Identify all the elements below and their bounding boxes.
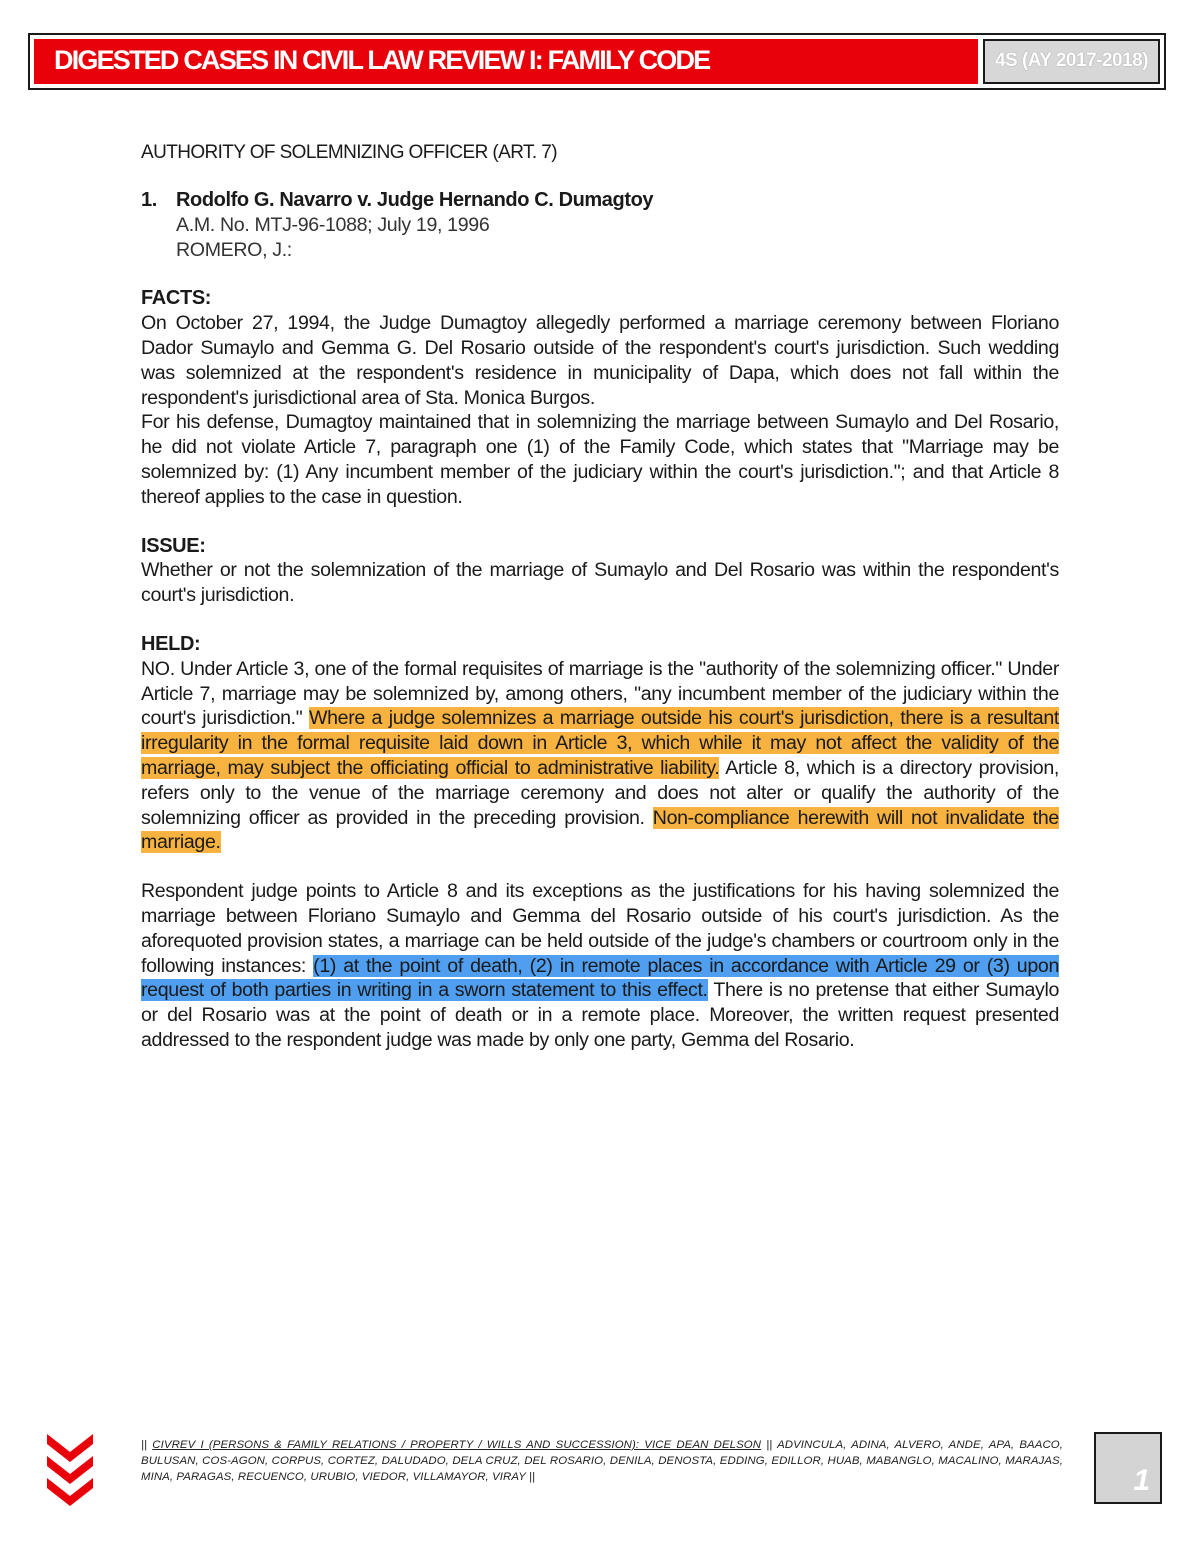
case-heading bbox=[141, 188, 1059, 213]
held-text: Respondent judge points to Article 8 and its exceptions as the justifications for his having solemnized the marriage between Floriano Sumaylo and Gemma del Rosario outside of his court's jurisdiction. As the aforequoted provision states, a marriage can be held outside of the judge's chambers or courtroom only in the following instances: bbox=[141, 880, 1059, 977]
highlighted-text: Non-compliance herewith will not invalidate the marriage. bbox=[141, 806, 1059, 854]
footer-course: CIVREV I (PERSONS & FAMILY RELATIONS / PROPERTY / WILLS AND SUCCESSION): VICE DEAN DELSON bbox=[152, 1439, 762, 1451]
facts-paragraph-2: For his defense, Dumagtoy maintained that in solemnizing the marriage between Sumaylo and Del Rosario, he did not violate Article 7, paragraph one (1) of the Family Code, which states that "Marriage may be solemnized by: (1) Any incumbent member of the judiciary within the court's jurisdiction."; and that Article 8 thereof applies to the case in question. bbox=[141, 411, 1059, 508]
footer-authors: || ADVINCULA, ADINA, ALVERO, ANDE, APA, BAACO, BULUSAN, COS-AGON, CORPUS, CORTEZ, DALUDADO, DELA CRUZ, DEL ROSARIO, DENILA, DENOSTA, EDDING, EDILLOR, HUAB, MABANGLO, MACALINO, MARAJAS, MINA, PARAGAS, RECUENCO, URUBIO, VIEDOR, VILLAMAYOR, VIRAY || bbox=[141, 1439, 1063, 1483]
page-number-box bbox=[1094, 1432, 1162, 1504]
footer-prefix: || bbox=[141, 1439, 153, 1451]
case-name: Rodolfo G. Navarro v. Judge Hernando C. Dumagtoy bbox=[176, 189, 654, 211]
header-section-code: 4S (AY 2017-2018) bbox=[994, 50, 1149, 71]
case-citation: A.M. No. MTJ-96-1088; July 19, 1996 bbox=[176, 213, 490, 236]
issue-label: ISSUE: bbox=[141, 534, 206, 557]
case-ponente: ROMERO, J.: bbox=[176, 238, 292, 261]
facts-label: FACTS: bbox=[141, 287, 212, 310]
page-header bbox=[28, 33, 1166, 90]
held-paragraph-2 bbox=[141, 879, 1059, 1053]
paragraph-gap bbox=[141, 855, 1059, 879]
held-text: Article 8, which is a directory provision, refers only to the venue of the marriage ceremony and does not alter or qualify the authority of the solemnizing officer as provided in the preceding provision. bbox=[141, 756, 1059, 829]
held-text: NO. Under Article 3, one of the formal requisites of marriage is the "authority of the solemnizing officer." Under Article 7, marriage may be solemnized by, among others, "any incumbent member of the judiciary within the court's jurisdiction." bbox=[141, 657, 1059, 730]
facts-paragraph-1: On October 27, 1994, the Judge Dumagtoy allegedly performed a marriage ceremony between Floriano Dador Sumaylo and Gemma G. Del Rosario outside of the respondent's court's jurisdiction. Such wedding was solemnized at the respondent's residence in municipality of Dapa, which does not fall within the respondent's jurisdictional area of Sta. Monica Burgos. bbox=[141, 312, 1059, 409]
header-code-box bbox=[983, 39, 1160, 84]
issue-text: Whether or not the solemnization of the marriage of Sumaylo and Del Rosario was within the respondent's court's jurisdiction. bbox=[141, 559, 1059, 607]
triple-chevron-down-icon bbox=[43, 1430, 97, 1510]
highlighted-text: (1) at the point of death, (2) in remote places in accordance with Article 29 or (3) upon request of both parties in writing in a sworn statement to this effect. bbox=[141, 954, 1059, 1002]
held-text: There is no pretense that either Sumaylo or del Rosario was at the point of death or in a remote place. Moreover, the written request presented addressed to the respondent judge was made by only one party, Gemma del Rosario. bbox=[141, 979, 1059, 1051]
header-title-bar bbox=[34, 39, 978, 84]
document-body bbox=[141, 140, 1059, 1053]
header-title: DIGESTED CASES IN CIVIL LAW REVIEW I: FAMILY CODE bbox=[54, 45, 710, 75]
held-paragraph-1 bbox=[141, 657, 1059, 855]
footer-credits bbox=[141, 1437, 1063, 1485]
highlighted-text: Where a judge solemnizes a marriage outside his court's jurisdiction, there is a resultant irregularity in the formal requisite laid down in Article 3, which while it may not affect the validity of the marriage, may subject the officiating official to administrative liability. bbox=[141, 707, 1059, 779]
held-label: HELD: bbox=[141, 632, 201, 655]
case-number: 1. bbox=[141, 189, 157, 211]
section-title: AUTHORITY OF SOLEMNIZING OFFICER (ART. 7) bbox=[141, 142, 557, 163]
page-number: 1 bbox=[1133, 1464, 1150, 1497]
